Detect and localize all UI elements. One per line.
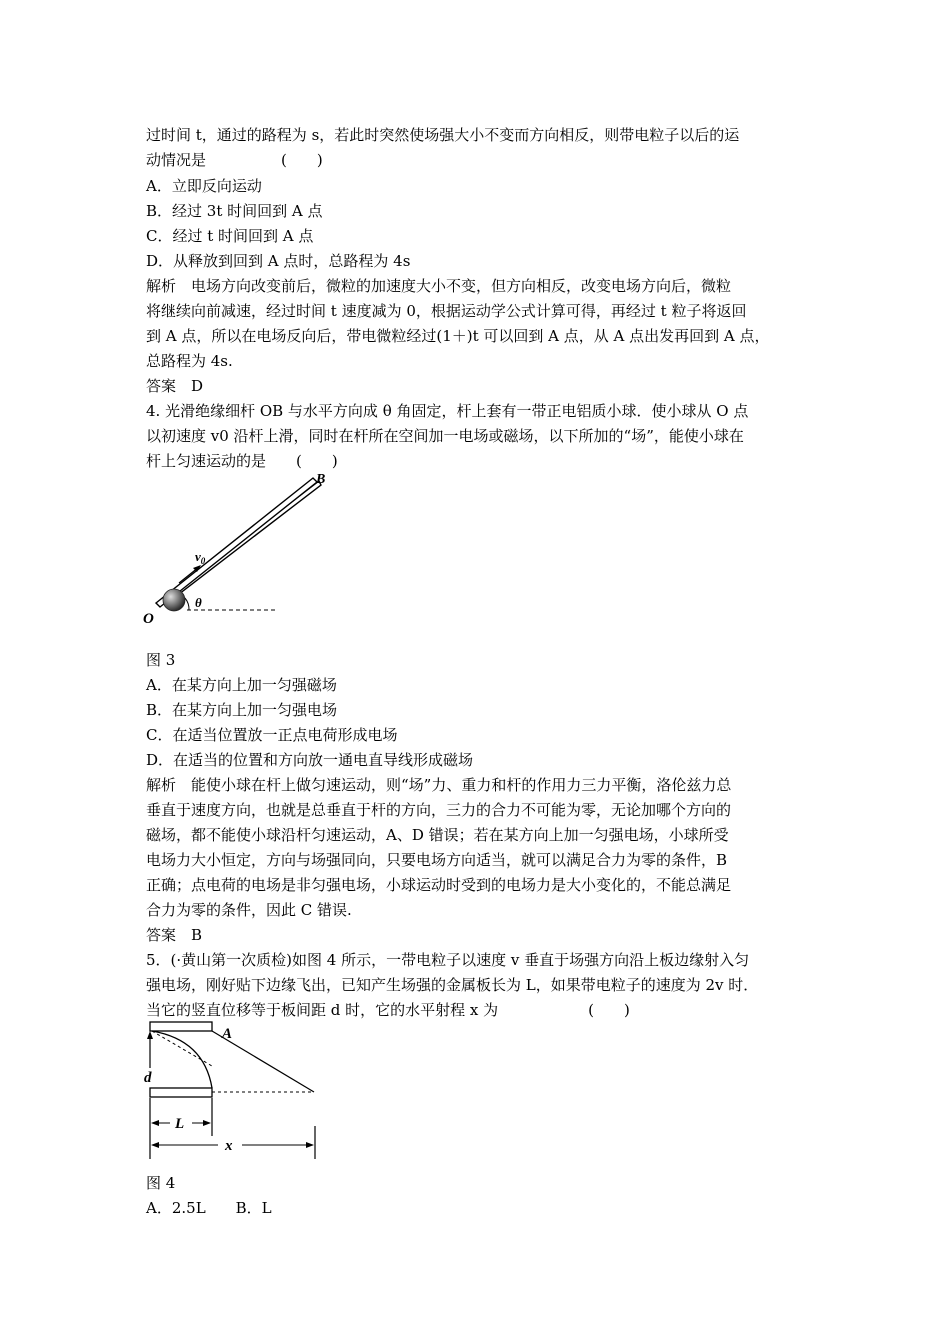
q4-option-c: C．在适当位置放一正点电荷形成电场 [146,726,398,744]
q5-stem-line-2: 强电场，刚好贴下边缘飞出，已知产生场强的金属板长为 L，如果带电粒子的速度为 2v 时． [146,976,759,994]
q3-analysis-line-1: 解析 电场方向改变前后，微粒的加速度大小不变，但方向相反，改变电场方向后，微粒 [146,277,732,295]
q3-analysis-line-2: 将继续向前减速，经过时间 t 速度减为 0，根据运动学公式计算可得，再经过 t 粒子将返回 [146,302,747,320]
upper-plate [150,1022,212,1031]
q4-analysis-line-3: 磁场，都不能使小球沿杆匀速运动，A、D 错误；若在某方向上加一匀强电场，小球所受 [146,826,729,844]
label-theta: θ [195,595,202,610]
q3-analysis-line-3: 到 A 点，所以在电场反向后，带电微粒经过(1＋)t 可以回到 A 点，从 A 点出发再回到 A 点， [146,327,770,345]
q3-stem-line-2: 动情况是 ( ) [146,151,323,169]
q3-option-b: B．经过 3t 时间回到 A 点 [146,202,323,220]
label-v0: $v_0$ [195,549,206,566]
q3-analysis-line-4: 总路程为 4s. [146,352,233,370]
rod-ob-outline [156,478,317,607]
figure-4-capacitor-diagram [138,1018,328,1163]
q3-option-d: D．从释放到回到 A 点时，总路程为 4s [146,252,411,270]
label-l: L [175,1116,185,1132]
q4-analysis-line-4: 电场力大小恒定，方向与场强同向，只要电场方向适当，就可以满足合力为零的条件，B [146,851,728,869]
l-arrowhead-right [203,1120,211,1126]
label-b: B [316,472,326,487]
q4-stem-line-3: 杆上匀速运动的是 ( ) [146,452,338,470]
figure-3-rod-diagram [135,468,326,633]
label-a: A [222,1026,233,1042]
particle-trajectory [152,1031,212,1088]
q4-option-b: B．在某方向上加一匀强电场 [146,701,338,719]
q4-option-d: D．在适当的位置和方向放一通电直导线形成磁场 [146,751,474,769]
label-d: d [144,1070,152,1086]
q4-answer: 答案 B [146,926,203,944]
q4-stem-line-2: 以初速度 v0 沿杆上滑，同时在杆所在空间加一电场或磁场，以下所加的“场”，能使小球在 [146,427,744,445]
q3-option-c: C．经过 t 时间回到 A 点 [146,227,314,245]
figure-4-caption: 图 4 [146,1174,176,1192]
theta-angle-arc [185,598,189,610]
q5-options: A．2.5L B．L [146,1199,272,1217]
q3-option-a: A．立即反向运动 [146,177,262,195]
q4-analysis-line-1: 解析 能使小球在杆上做匀速运动，则“场”力、重力和杆的作用力三力平衡，洛伦兹力总 [146,776,732,794]
q4-analysis-line-5: 正确；点电荷的电场是非匀强电场，小球运动时受到的电场力是大小变化的，不能总满足 [146,876,732,894]
q5-stem-line-1: 5．(·黄山第一次质检)如图 4 所示，一带电粒子以速度 v 垂直于场强方向沿上板边缘射入匀 [146,951,750,969]
dashed-guide-diagonal [152,1031,212,1066]
x-arrowhead-right [306,1142,314,1148]
x-arrowhead-left [151,1142,159,1148]
q3-stem-line-1: 过时间 t，通过的路程为 s，若此时突然使场强大小不变而方向相反，则带电粒子以后的运 [146,126,740,144]
q4-analysis-line-2: 垂直于速度方向，也就是总垂直于杆的方向，三力的合力不可能为零，无论加哪个方向的 [146,801,732,819]
lower-plate [150,1088,212,1097]
q3-answer: 答案 D [146,377,204,395]
label-o: O [143,611,154,627]
d-arrowhead [147,1031,153,1039]
q4-option-a: A．在某方向上加一匀强磁场 [146,676,337,694]
q4-analysis-line-6: 合力为零的条件，因此 C 错误. [146,901,352,919]
charged-ball [163,589,185,611]
label-x: x [225,1138,233,1154]
figure-3-caption: 图 3 [146,651,176,669]
q5-stem-line-3: 当它的竖直位移等于板间距 d 时，它的水平射程 x 为 ( ) [146,1001,630,1019]
q4-stem-line-1: 4. 光滑绝缘细杆 OB 与水平方向成 θ 角固定，杆上套有一带正电铝质小球．使小球从 O 点 [146,402,749,420]
l-arrowhead-left [151,1120,159,1126]
